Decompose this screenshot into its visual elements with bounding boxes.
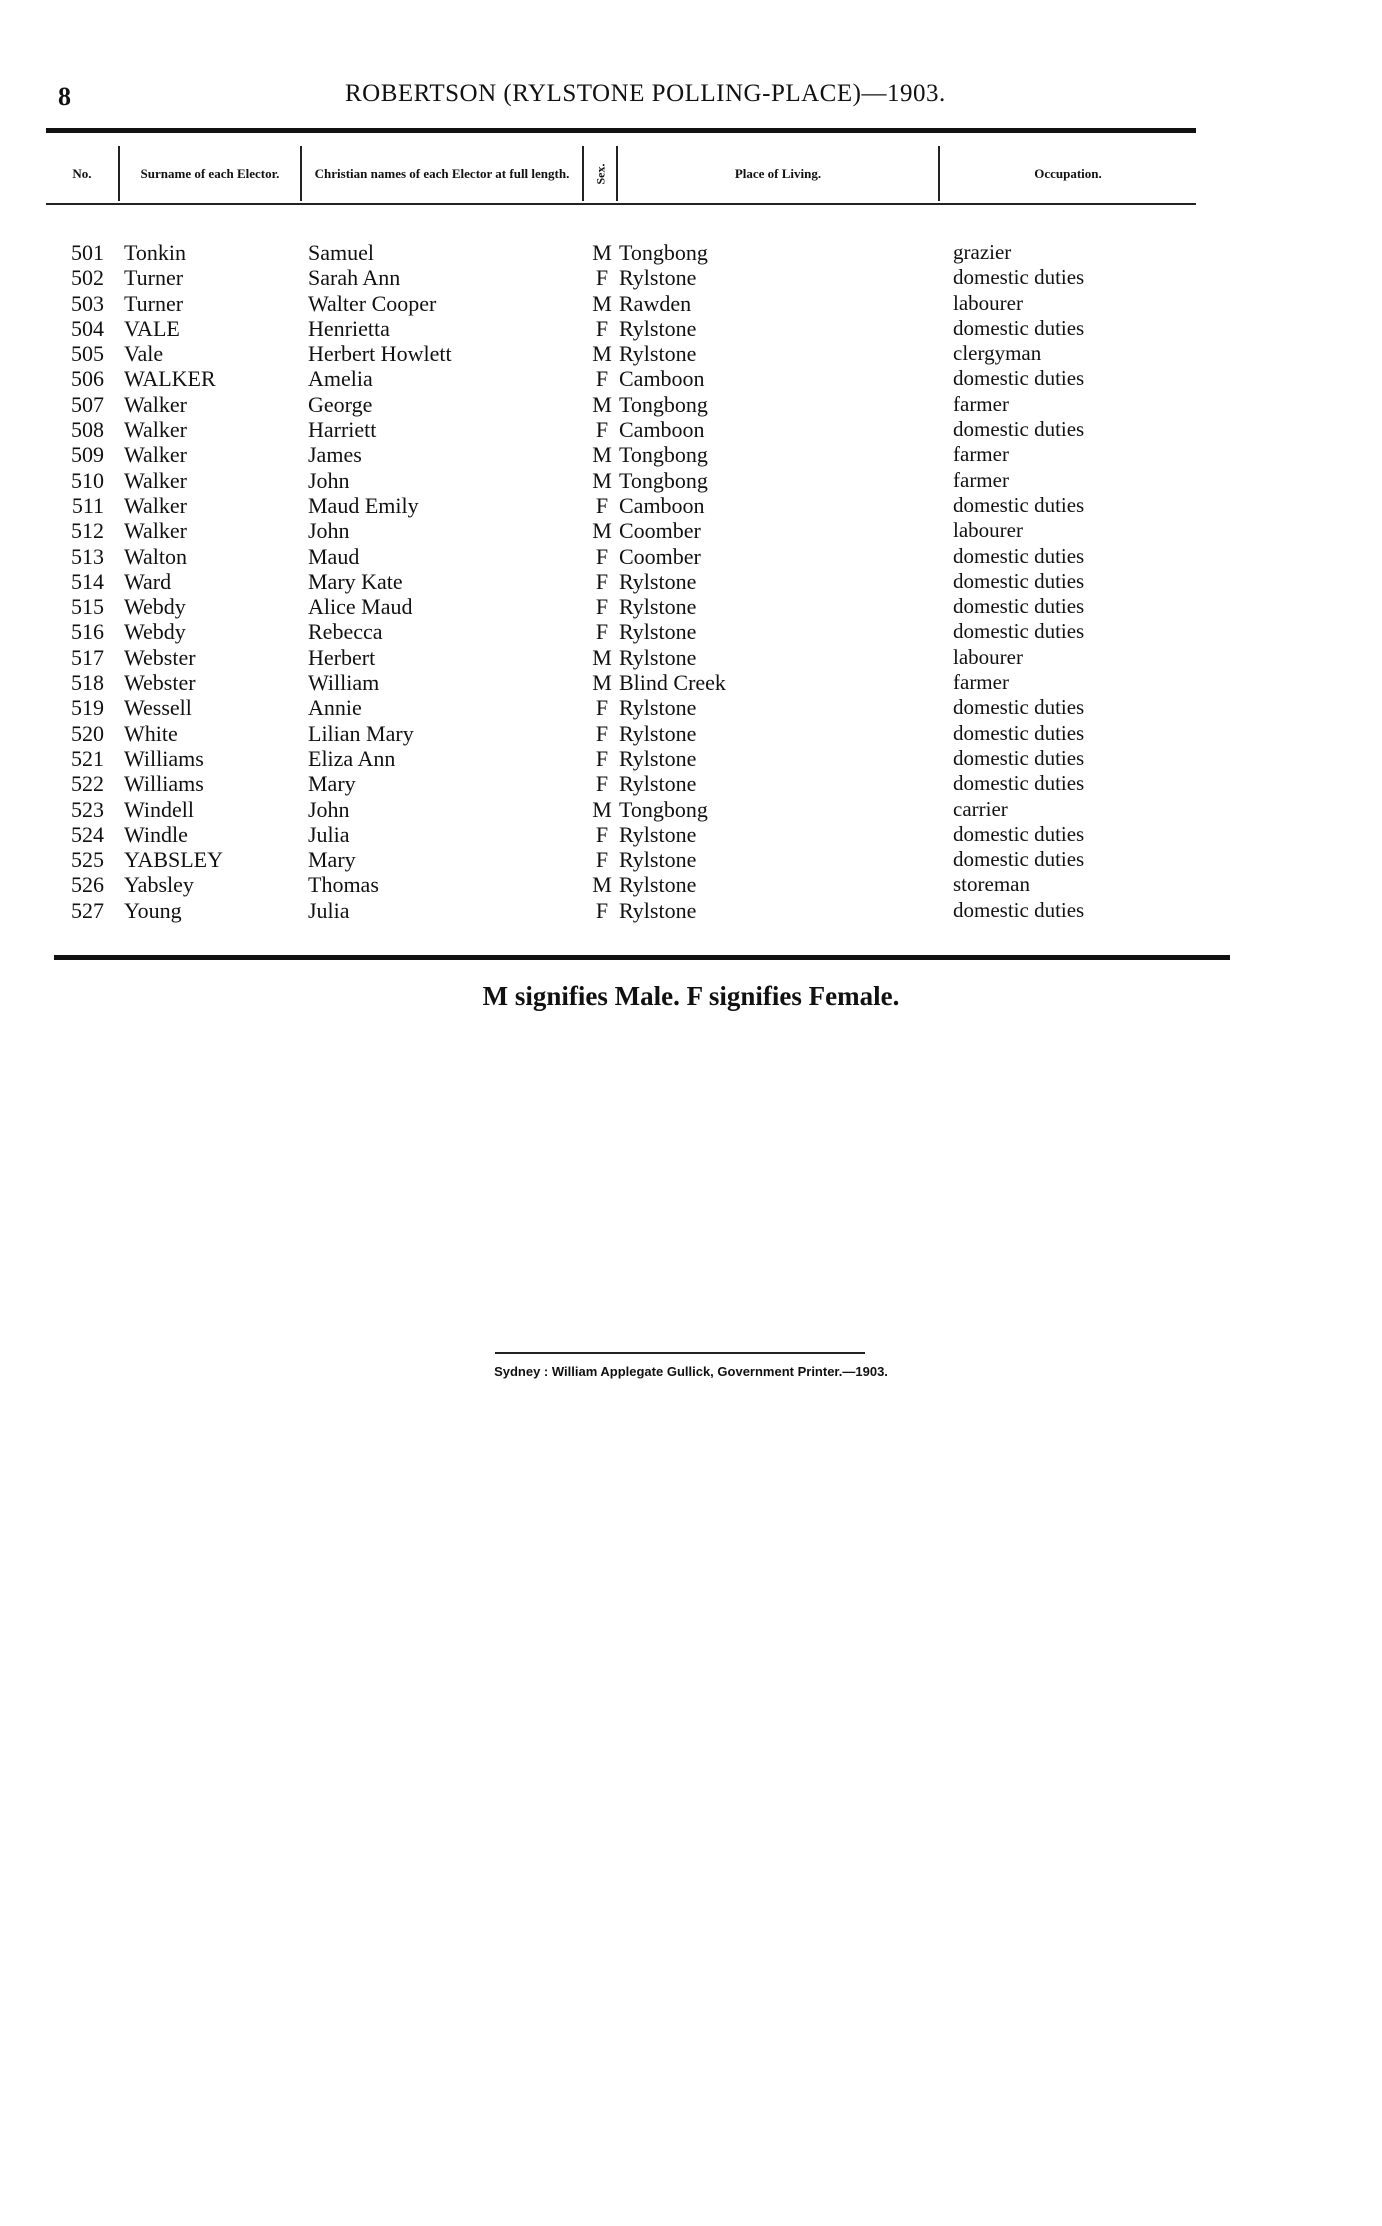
elector-place: Rylstone — [619, 821, 697, 847]
elector-place: Rylstone — [619, 644, 697, 670]
elector-occupation: labourer — [953, 290, 1023, 315]
elector-surname: Turner — [124, 265, 184, 291]
elector-number: 524 — [71, 821, 104, 847]
header-place: Place of Living. — [734, 165, 822, 181]
elector-place: Rylstone — [619, 720, 697, 746]
table-row — [0, 721, 1382, 746]
elector-christian-names: Amelia — [308, 366, 373, 392]
elector-sex: M — [592, 796, 612, 822]
table-row — [0, 316, 1382, 341]
elector-number: 522 — [71, 771, 104, 797]
elector-number: 526 — [71, 872, 104, 898]
elector-christian-names: Mary — [308, 847, 356, 873]
table-header — [46, 146, 1196, 201]
elector-place: Tongbong — [619, 240, 708, 265]
elector-number: 516 — [71, 619, 104, 645]
elector-occupation: grazier — [953, 240, 1012, 264]
elector-occupation: farmer — [953, 467, 1009, 492]
elector-christian-names: Harriett — [308, 417, 377, 443]
table-bottom-rule — [54, 955, 1230, 960]
table-row — [0, 594, 1382, 619]
elector-sex: M — [592, 290, 612, 316]
table-row — [0, 240, 1382, 265]
elector-place: Rylstone — [619, 745, 697, 771]
header-occupation: Occupation. — [1034, 165, 1102, 181]
elector-occupation: farmer — [953, 670, 1009, 695]
elector-number: 518 — [71, 670, 104, 696]
elector-place: Camboon — [619, 417, 705, 443]
elector-place: Rylstone — [619, 771, 697, 797]
elector-christian-names: Alice Maud — [308, 594, 413, 620]
elector-surname: White — [124, 720, 178, 746]
table-row — [0, 847, 1382, 872]
elector-christian-names: James — [308, 442, 362, 468]
header-bottom-rule — [46, 203, 1196, 205]
elector-surname: Walker — [124, 518, 187, 544]
elector-number: 511 — [71, 492, 104, 518]
elector-surname: Turner — [124, 290, 184, 316]
elector-occupation: domestic duties — [953, 695, 1085, 720]
elector-surname: Windell — [124, 796, 194, 822]
elector-surname: Ward — [124, 568, 172, 594]
elector-number: 525 — [71, 847, 104, 873]
elector-occupation: domestic duties — [953, 568, 1085, 593]
elector-surname: Williams — [124, 745, 204, 771]
elector-place: Camboon — [619, 492, 705, 518]
elector-christian-names: Rebecca — [308, 619, 383, 645]
elector-sex: M — [592, 872, 612, 898]
printer-imprint: Sydney : William Applegate Gullick, Government Printer.—1903. — [494, 1364, 888, 1379]
elector-sex: M — [592, 467, 612, 493]
elector-christian-names: John — [308, 467, 350, 493]
elector-occupation: domestic duties — [953, 745, 1085, 770]
elector-christian-names: Julia — [308, 897, 350, 923]
elector-place: Rylstone — [619, 872, 697, 898]
elector-christian-names: Mary Kate — [308, 568, 403, 594]
elector-christian-names: Annie — [308, 695, 362, 721]
elector-occupation: domestic duties — [953, 594, 1085, 619]
elector-christian-names: John — [308, 518, 350, 544]
table-row — [0, 797, 1382, 822]
elector-occupation: domestic duties — [953, 366, 1085, 391]
elector-surname: Wessell — [124, 695, 192, 721]
elector-place: Camboon — [619, 366, 705, 392]
elector-christian-names: Herbert Howlett — [308, 341, 452, 367]
elector-sex: F — [595, 492, 609, 518]
elector-christian-names: George — [308, 391, 373, 417]
page-number: 8 — [58, 82, 71, 111]
table-row — [0, 366, 1382, 391]
elector-place: Rylstone — [619, 897, 697, 923]
sex-legend: M signifies Male. F signifies Female. — [482, 981, 900, 1011]
elector-sex: M — [592, 644, 612, 670]
elector-number: 501 — [71, 240, 104, 265]
elector-occupation: domestic duties — [953, 821, 1085, 846]
elector-surname: Webdy — [124, 619, 186, 645]
elector-surname: Walker — [124, 492, 187, 518]
table-row — [0, 569, 1382, 594]
elector-place: Rylstone — [619, 568, 697, 594]
elector-number: 517 — [71, 644, 104, 670]
elector-surname: Tonkin — [124, 240, 187, 265]
header-sex-cell — [584, 146, 616, 201]
elector-number: 507 — [71, 391, 104, 417]
table-row — [0, 417, 1382, 442]
elector-christian-names: Julia — [308, 821, 350, 847]
elector-sex: F — [595, 543, 609, 569]
elector-occupation: storeman — [953, 872, 1030, 897]
elector-number: 506 — [71, 366, 104, 392]
elector-sex: F — [595, 417, 609, 443]
page-title: ROBERTSON (RYLSTONE POLLING-PLACE)—1903. — [345, 80, 946, 107]
elector-sex: M — [592, 670, 612, 696]
table-row — [0, 493, 1382, 518]
elector-place: Rylstone — [619, 847, 697, 873]
elector-christian-names: Walter Cooper — [308, 290, 437, 316]
elector-occupation: domestic duties — [953, 771, 1085, 796]
elector-surname: Williams — [124, 771, 204, 797]
elector-number: 523 — [71, 796, 104, 822]
elector-surname: Walton — [124, 543, 187, 569]
elector-number: 515 — [71, 594, 104, 620]
elector-christian-names: Eliza Ann — [308, 745, 396, 771]
elector-christian-names: Herbert — [308, 644, 376, 670]
elector-sex: M — [592, 240, 612, 265]
elector-sex: F — [595, 745, 609, 771]
table-row — [0, 771, 1382, 796]
elector-occupation: domestic duties — [953, 720, 1085, 745]
elector-surname: WALKER — [124, 366, 216, 392]
elector-place: Tongbong — [619, 442, 708, 468]
elector-place: Tongbong — [619, 796, 708, 822]
elector-place: Tongbong — [619, 391, 708, 417]
elector-number: 519 — [71, 695, 104, 721]
table-row — [0, 670, 1382, 695]
elector-sex: F — [595, 366, 609, 392]
elector-occupation: carrier — [953, 796, 1008, 821]
electors-list — [0, 240, 1382, 923]
elector-number: 512 — [71, 518, 104, 544]
elector-sex: F — [595, 265, 609, 291]
elector-number: 520 — [71, 720, 104, 746]
header-no: No. — [72, 165, 92, 181]
elector-number: 527 — [71, 897, 104, 923]
elector-surname: VALE — [124, 315, 180, 341]
elector-surname: YABSLEY — [124, 847, 224, 873]
elector-occupation: domestic duties — [953, 265, 1085, 290]
elector-surname: Webster — [124, 670, 196, 696]
header-surname: Surname of each Elector. — [140, 165, 280, 181]
elector-number: 508 — [71, 417, 104, 443]
elector-surname: Yabsley — [124, 872, 194, 898]
elector-place: Rylstone — [619, 265, 697, 291]
elector-sex: M — [592, 341, 612, 367]
elector-number: 505 — [71, 341, 104, 367]
elector-surname: Webster — [124, 644, 196, 670]
elector-place: Rawden — [619, 290, 692, 316]
table-row — [0, 645, 1382, 670]
elector-number: 513 — [71, 543, 104, 569]
elector-occupation: labourer — [953, 644, 1023, 669]
elector-sex: F — [595, 315, 609, 341]
elector-occupation: domestic duties — [953, 897, 1085, 922]
header-sex: Sex. — [593, 163, 607, 184]
elector-christian-names: Sarah Ann — [308, 265, 401, 291]
elector-christian-names: Samuel — [308, 240, 374, 265]
elector-number: 502 — [71, 265, 104, 291]
elector-sex: M — [592, 442, 612, 468]
elector-christian-names: Mary — [308, 771, 356, 797]
table-row — [0, 898, 1382, 923]
elector-place: Rylstone — [619, 594, 697, 620]
table-row — [0, 619, 1382, 644]
table-row — [0, 544, 1382, 569]
elector-occupation: domestic duties — [953, 847, 1085, 872]
header-top-rule — [46, 128, 1196, 133]
elector-occupation: domestic duties — [953, 492, 1085, 517]
elector-surname: Vale — [124, 341, 164, 367]
elector-surname: Webdy — [124, 594, 186, 620]
table-row — [0, 746, 1382, 771]
elector-christian-names: William — [308, 670, 380, 696]
elector-sex: F — [595, 568, 609, 594]
elector-christian-names: Maud — [308, 543, 360, 569]
elector-sex: F — [595, 594, 609, 620]
printer-rule — [495, 1352, 865, 1354]
table-row — [0, 872, 1382, 897]
elector-number: 521 — [71, 745, 104, 771]
table-row — [0, 518, 1382, 543]
table-row — [0, 341, 1382, 366]
elector-surname: Walker — [124, 391, 187, 417]
elector-place: Rylstone — [619, 619, 697, 645]
elector-christian-names: Maud Emily — [308, 492, 419, 518]
table-row — [0, 822, 1382, 847]
elector-christian-names: Thomas — [308, 872, 379, 898]
elector-occupation: labourer — [953, 518, 1023, 543]
elector-occupation: domestic duties — [953, 619, 1085, 644]
elector-occupation: domestic duties — [953, 315, 1085, 340]
elector-number: 509 — [71, 442, 104, 468]
table-row — [0, 468, 1382, 493]
elector-surname: Walker — [124, 467, 187, 493]
elector-sex: M — [592, 518, 612, 544]
elector-surname: Windle — [124, 821, 188, 847]
elector-sex: F — [595, 771, 609, 797]
table-row — [0, 695, 1382, 720]
elector-sex: F — [595, 847, 609, 873]
elector-christian-names: Lilian Mary — [308, 720, 414, 746]
elector-sex: M — [592, 391, 612, 417]
elector-place: Coomber — [619, 518, 701, 544]
elector-sex: F — [595, 720, 609, 746]
table-row — [0, 442, 1382, 467]
elector-place: Rylstone — [619, 695, 697, 721]
elector-surname: Walker — [124, 442, 187, 468]
elector-surname: Young — [124, 897, 182, 923]
elector-sex: F — [595, 695, 609, 721]
elector-christian-names: John — [308, 796, 350, 822]
elector-occupation: domestic duties — [953, 543, 1085, 568]
elector-surname: Walker — [124, 417, 187, 443]
table-row — [0, 291, 1382, 316]
elector-occupation: farmer — [953, 391, 1009, 416]
elector-place: Rylstone — [619, 315, 697, 341]
elector-place: Blind Creek — [619, 670, 726, 696]
table-row — [0, 392, 1382, 417]
elector-place: Tongbong — [619, 467, 708, 493]
elector-christian-names: Henrietta — [308, 315, 390, 341]
elector-number: 510 — [71, 467, 104, 493]
elector-occupation: farmer — [953, 442, 1009, 467]
header-christian-names: Christian names of each Elector at full length. — [314, 165, 570, 181]
elector-number: 514 — [71, 568, 104, 594]
elector-occupation: domestic duties — [953, 417, 1085, 442]
elector-sex: F — [595, 897, 609, 923]
elector-number: 503 — [71, 290, 104, 316]
elector-sex: F — [595, 821, 609, 847]
elector-place: Coomber — [619, 543, 701, 569]
elector-place: Rylstone — [619, 341, 697, 367]
elector-number: 504 — [71, 315, 104, 341]
table-row — [0, 265, 1382, 290]
elector-sex: F — [595, 619, 609, 645]
elector-occupation: clergyman — [953, 341, 1042, 366]
